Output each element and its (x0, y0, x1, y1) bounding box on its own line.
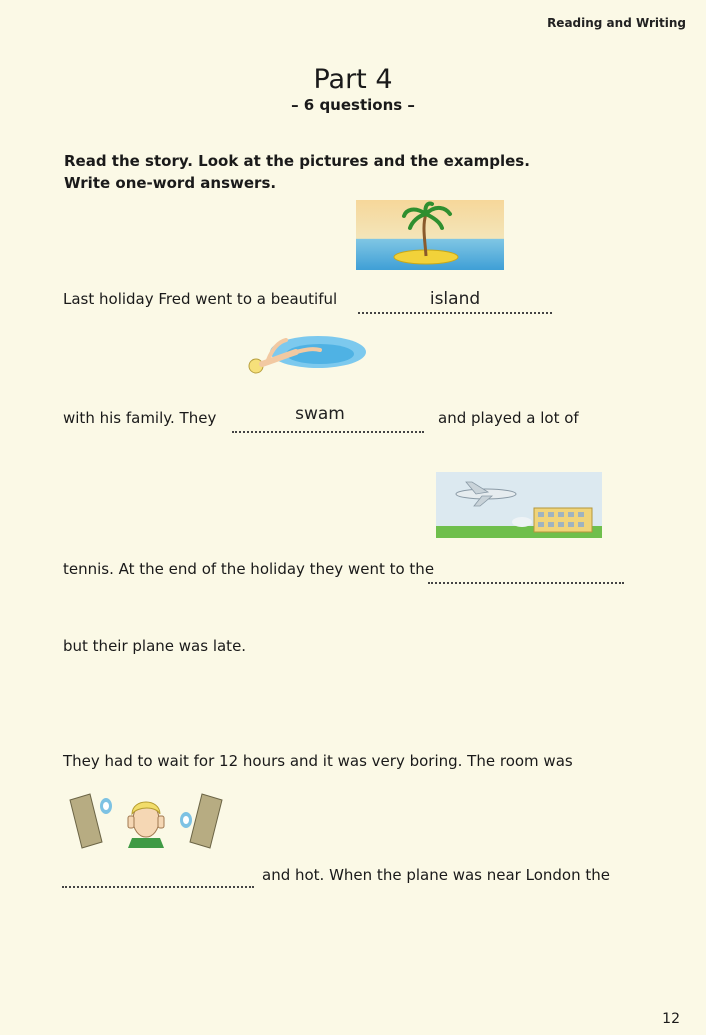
answer-2: swam (295, 404, 345, 424)
story-line-1: Last holiday Fred went to a beautiful (63, 290, 338, 308)
airport-picture (436, 472, 602, 538)
answer-blank-3[interactable] (428, 582, 624, 584)
answer-1: island (429, 289, 481, 309)
instructions-line-2: Write one-word answers. (64, 174, 277, 192)
noisy-room-picture (68, 790, 224, 852)
story-line-4: but their plane was late. (63, 637, 247, 655)
story-line-2: with his family. They (63, 409, 217, 427)
instructions (64, 150, 584, 194)
answer-blank-1 (358, 312, 552, 314)
part-subtitle: – 6 questions – (291, 96, 415, 114)
section-header: Reading and Writing (547, 16, 686, 30)
swimmer-picture (238, 330, 370, 380)
story-line-6: and hot. When the plane was near London the (262, 866, 610, 884)
page-number: 12 (662, 1011, 680, 1027)
story-line-5: They had to wait for 12 hours and it was very boring. The room was (63, 752, 573, 770)
story-line-2-end: and played a lot of (438, 409, 579, 427)
answer-blank-2 (232, 431, 424, 433)
answer-blank-4[interactable] (62, 886, 254, 888)
part-title: Part 4 (313, 64, 393, 95)
story-line-3: tennis. At the end of the holiday they went to the (63, 560, 435, 578)
instructions-line-1: Read the story. Look at the pictures and the examples. (64, 152, 530, 170)
island-picture (356, 200, 504, 270)
